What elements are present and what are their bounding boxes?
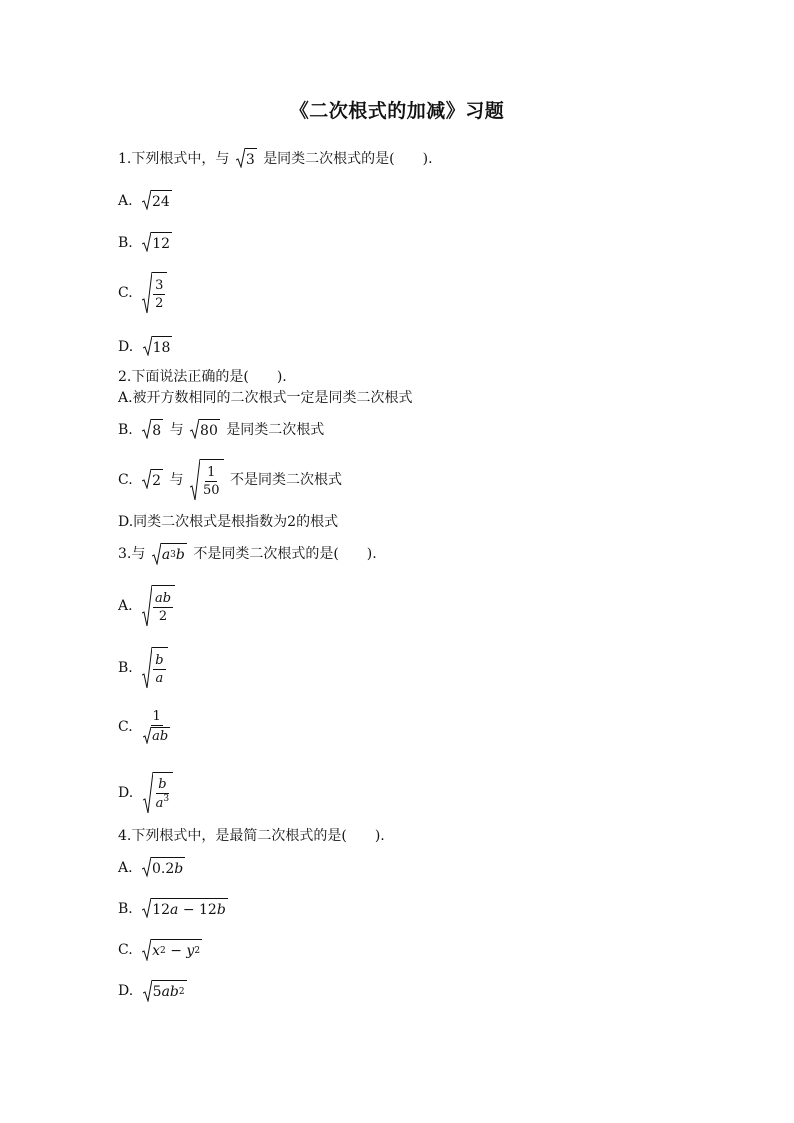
q2-c-radicand-1: 2 [151, 469, 163, 491]
q3-c-label: C. [118, 718, 133, 735]
q1-b-radical [142, 232, 172, 254]
q3-a-denominator: 2 [158, 608, 168, 624]
q3-c-denominator: ab [152, 729, 169, 744]
q1-d-radical [143, 336, 173, 358]
q3-stem-pre: 3.与 [118, 546, 146, 562]
q4-option-c [118, 939, 204, 961]
q3-option-d [118, 772, 175, 814]
q3-a-label: A. [118, 598, 133, 614]
q4-d-radical [143, 980, 187, 1002]
q3-d-den-base: a [155, 796, 164, 811]
q3-b-label: B. [118, 660, 133, 676]
q3-stem-rad-b: b [175, 547, 185, 563]
q3-d-numerator: b [158, 777, 167, 792]
q3-d-den-exp: 3 [163, 794, 170, 804]
q3-b-radical [142, 647, 167, 689]
q4-d-var: ab [161, 984, 179, 1000]
q1-option-d [118, 336, 174, 358]
q2-c-radical-1 [142, 469, 163, 491]
q4-c-y: y [186, 943, 195, 959]
q2-b-radicand-1: 8 [151, 419, 163, 441]
q1-c-numerator: 3 [155, 277, 164, 293]
q4-c-x: x [152, 943, 161, 959]
q4-b-rad-4: b [216, 902, 226, 918]
q4-a-rad-num: 0.2 [152, 861, 175, 877]
q4-option-a [118, 857, 187, 879]
q1-stem-post: 是同类二次根式的是( ). [263, 151, 433, 167]
q4-a-radical [142, 857, 185, 879]
q4-c-exp-1: 2 [160, 945, 166, 956]
q3-option-a [118, 585, 177, 627]
q2-option-c [118, 459, 342, 501]
q2-option-a: A.被开方数相同的二次根式一定是同类二次根式 [118, 390, 413, 406]
q3-a-fraction [153, 591, 173, 624]
q3-b-numerator: b [155, 652, 164, 668]
q2-c-label: C. [118, 472, 133, 488]
q1-stem-radical [236, 148, 257, 170]
q4-d-label: D. [118, 983, 134, 999]
q4-option-d [118, 980, 189, 1002]
q2-b-label: B. [118, 422, 133, 438]
q4-a-label: A. [118, 860, 133, 876]
q1-d-label: D. [118, 339, 134, 355]
q1-option-b [118, 232, 174, 254]
q1-a-radicand: 24 [151, 190, 172, 212]
q3-stem-radical [152, 543, 187, 565]
q3-stem-rad-a: a [161, 547, 171, 563]
q1-b-radicand: 12 [151, 232, 172, 254]
q2-option-b [118, 419, 324, 441]
q1-b-label: B. [118, 235, 133, 251]
q2-c-radical-2 [190, 459, 224, 501]
q3-option-c [118, 709, 172, 744]
q1-option-a [118, 190, 174, 212]
q4-b-label: B. [118, 901, 133, 917]
q1-stem-radicand: 3 [245, 148, 257, 170]
q2-b-radicand-2: 80 [199, 419, 220, 441]
q4-b-rad-2: a [170, 902, 179, 918]
q2-c-fraction [201, 465, 222, 498]
q1-d-radicand: 18 [152, 336, 173, 358]
q2-b-radical-2 [190, 419, 220, 441]
q2-c-mid: 与 [169, 472, 184, 488]
question-4-stem: 4.下列根式中，是最简二次根式的是( ). [118, 828, 385, 844]
q1-option-c [118, 272, 169, 314]
q3-stem-post: 不是同类二次根式的是( ). [193, 546, 377, 562]
q1-a-label: A. [118, 193, 133, 209]
q1-c-denominator: 2 [155, 295, 164, 311]
q1-c-radical [142, 272, 167, 314]
q4-d-coef: 5 [152, 984, 162, 1000]
q4-c-radical [142, 939, 202, 961]
q4-b-rad-1: 12 [152, 902, 171, 918]
q1-a-radical [142, 190, 172, 212]
q2-c-denominator: 50 [202, 482, 220, 498]
q3-a-numerator: ab [155, 590, 172, 606]
q4-c-minus: − [165, 943, 187, 959]
q3-option-b [118, 647, 170, 689]
page-title: 《二次根式的加减》习题 [289, 100, 505, 122]
q3-stem-rad-exp: 3 [170, 549, 176, 560]
q4-c-label: C. [118, 942, 133, 958]
q2-c-post: 不是同类二次根式 [229, 472, 342, 488]
question-2-stem: 2.下面说法正确的是( ). [118, 369, 287, 385]
question-1-stem [118, 148, 433, 170]
q3-c-numerator: 1 [152, 709, 161, 724]
q2-b-post: 是同类二次根式 [226, 422, 325, 438]
q3-d-fraction [154, 777, 172, 811]
q3-c-den-radical [143, 727, 170, 744]
q4-a-rad-var: b [174, 861, 184, 877]
q2-b-mid: 与 [169, 422, 184, 438]
q3-c-fraction [141, 709, 172, 744]
q2-c-numerator: 1 [207, 464, 216, 480]
q2-option-d: D.同类二次根式是根指数为2的根式 [118, 514, 339, 530]
q3-b-fraction [153, 653, 165, 686]
q3-d-label: D. [118, 785, 134, 801]
q4-b-radical [142, 898, 228, 920]
q3-d-radical [143, 772, 174, 814]
q4-d-exp: 2 [178, 986, 185, 997]
q3-b-denominator: a [155, 670, 164, 686]
question-3-stem [118, 543, 377, 565]
q1-c-fraction [153, 278, 165, 311]
q4-b-rad-3: − 12 [178, 902, 217, 918]
q4-option-b [118, 898, 230, 920]
q3-a-radical [142, 585, 175, 627]
q2-b-radical-1 [142, 419, 163, 441]
q4-c-exp-2: 2 [194, 945, 201, 956]
q1-stem-pre: 1.下列根式中，与 [118, 151, 230, 167]
q1-c-label: C. [118, 285, 133, 301]
